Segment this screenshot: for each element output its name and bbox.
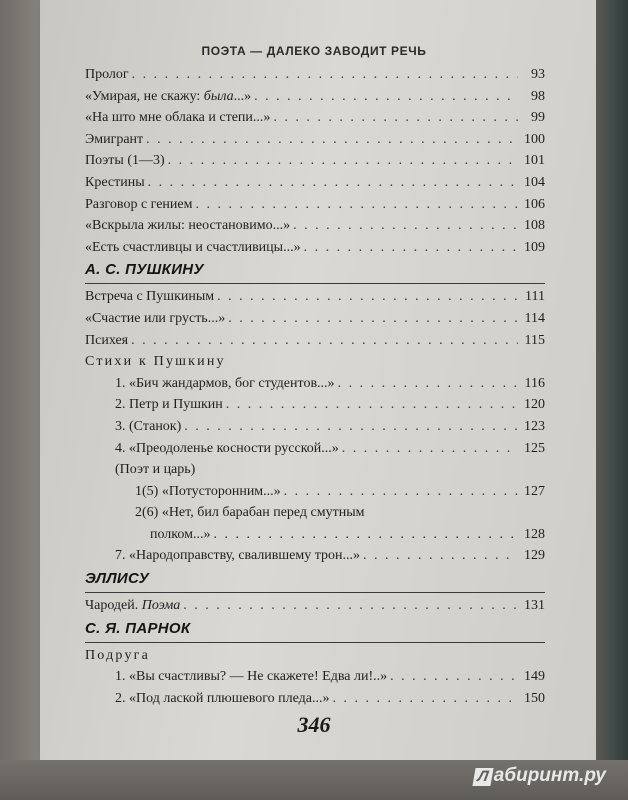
subgroup-label: (Поэт и царь)	[115, 462, 196, 478]
section-heading-parnok: С. Я. ПАРНОК	[85, 619, 191, 637]
leader-dots	[390, 666, 518, 688]
toc-entry-title: 1(5) «Потусторонним...»	[135, 483, 281, 499]
toc-entry-title: Разговор с гением	[85, 196, 193, 212]
leader-dots	[148, 172, 518, 194]
toc-entry	[85, 524, 545, 546]
cycle-label: Подруга	[85, 647, 151, 663]
toc-entry-title: Пролог	[85, 67, 129, 82]
toc-entry-page: 109	[524, 239, 545, 255]
toc-entry-title: Крестины	[85, 174, 145, 190]
toc-entry-title: 7. «Народоправству, свалившему трон...»	[115, 548, 361, 564]
toc-entry-title: «Есть счастливцы и счастливицы...»	[85, 239, 301, 255]
toc-entry-title: 2. «Под лаской плюшевого пледа...»	[115, 690, 330, 706]
leader-dots	[304, 237, 518, 259]
leader-dots	[217, 286, 518, 308]
section-heading-pushkin: А. С. ПУШКИНУ	[85, 261, 204, 279]
toc-entry	[85, 666, 545, 688]
leader-dots	[183, 595, 518, 617]
leader-dots	[168, 150, 518, 172]
toc-entry-title: «Умирая, не скажу: была...»	[85, 88, 252, 104]
leader-dots	[284, 481, 518, 503]
running-head: ПОЭТА — ДАЛЕКО ЗАВОДИТ РЕЧЬ	[201, 44, 427, 58]
page-edge-shadow	[596, 0, 628, 800]
toc-entry-page: 100	[524, 131, 545, 147]
toc-entry	[85, 595, 545, 617]
toc-entry	[85, 86, 545, 108]
leader-dots	[131, 330, 518, 352]
leader-dots	[363, 545, 518, 567]
leader-dots	[333, 688, 518, 710]
toc-entry-title: Чародей. Поэма	[85, 598, 181, 614]
toc-entry-page: 98	[531, 88, 545, 104]
toc-entry-page: 125	[524, 440, 545, 456]
section-divider	[85, 592, 545, 593]
toc-entry	[85, 150, 545, 172]
toc-entry	[85, 129, 545, 151]
section-heading-ellis: ЭЛЛИСУ	[85, 570, 150, 588]
toc-entry-title: Поэты (1—3)	[85, 153, 165, 169]
toc-entry-page: 114	[524, 310, 545, 326]
leader-dots	[273, 107, 518, 129]
toc-entry-page: 128	[524, 526, 545, 542]
toc-entry-title: 3. (Станок)	[115, 418, 182, 434]
watermark-logo-icon: Л	[472, 768, 493, 786]
toc-entry	[85, 308, 545, 330]
toc-entry-page: 115	[524, 332, 545, 348]
table-of-contents	[85, 64, 545, 709]
watermark	[474, 765, 606, 787]
watermark-text: абиринт.ру	[493, 765, 606, 786]
toc-entry-page: 106	[524, 196, 545, 212]
toc-entry-page: 108	[524, 218, 545, 234]
toc-entry	[85, 394, 545, 416]
section-divider	[85, 283, 545, 284]
toc-entry-page: 123	[524, 418, 545, 434]
toc-entry-title: 1. «Бич жандармов, бог студентов...»	[115, 375, 335, 391]
section-divider	[85, 642, 545, 643]
cycle-label: Стихи к Пушкину	[85, 354, 226, 370]
toc-entry	[85, 416, 545, 438]
leader-dots	[226, 394, 518, 416]
toc-entry	[85, 237, 545, 259]
leader-dots	[184, 416, 518, 438]
toc-entry	[85, 194, 545, 216]
leader-dots	[195, 194, 518, 216]
leader-dots	[132, 64, 518, 86]
toc-entry	[85, 438, 545, 460]
toc-entry-title: «Вскрыла жилы: неостановимо...»	[85, 218, 291, 234]
toc-entry-page: 93	[531, 67, 545, 82]
leader-dots	[338, 373, 518, 395]
toc-entry	[85, 64, 545, 86]
toc-entry	[85, 688, 545, 710]
toc-entry-page: 116	[524, 375, 545, 391]
toc-entry-title: Психея	[85, 332, 129, 348]
toc-entry-title: «На што мне облака и степи...»	[85, 110, 271, 126]
toc-entry-title: «Счастие или грусть...»	[85, 310, 226, 326]
toc-entry-page: 120	[524, 397, 545, 413]
leader-dots	[254, 86, 518, 108]
toc-entry	[85, 481, 545, 503]
toc-entry-page: 149	[524, 669, 545, 685]
toc-entry-page: 129	[524, 548, 545, 564]
toc-entry	[85, 107, 545, 129]
leader-dots	[146, 129, 518, 151]
toc-entry-title: 4. «Преодоленье косности русской...»	[115, 440, 339, 456]
toc-entry-page: 127	[524, 483, 545, 499]
toc-entry-title-cont: полком...»	[150, 526, 211, 542]
leader-dots	[342, 438, 518, 460]
toc-entry-title: Встреча с Пушкиным	[85, 289, 215, 305]
toc-entry-page: 111	[525, 289, 545, 305]
toc-entry	[85, 330, 545, 352]
leader-dots	[293, 215, 518, 237]
leader-dots	[228, 308, 518, 330]
toc-entry	[85, 215, 545, 237]
toc-entry-title: 2(6) «Нет, бил барабан перед смутным	[135, 505, 365, 521]
toc-entry-page: 131	[524, 598, 545, 614]
page-number: 346	[297, 712, 331, 737]
toc-entry-title: 2. Петр и Пушкин	[115, 397, 223, 413]
toc-entry-page: 150	[524, 690, 545, 706]
toc-entry	[85, 286, 545, 308]
toc-entry-title: 1. «Вы счастливы? — Не скажете! Едва ли!..»	[115, 669, 388, 685]
toc-entry-page: 104	[524, 174, 545, 190]
toc-entry	[85, 373, 545, 395]
toc-entry-page: 101	[524, 153, 545, 169]
toc-entry	[85, 172, 545, 194]
toc-entry-page: 99	[531, 110, 545, 126]
toc-entry	[85, 545, 545, 567]
leader-dots	[213, 524, 521, 546]
toc-entry-title: Эмигрант	[85, 131, 144, 147]
